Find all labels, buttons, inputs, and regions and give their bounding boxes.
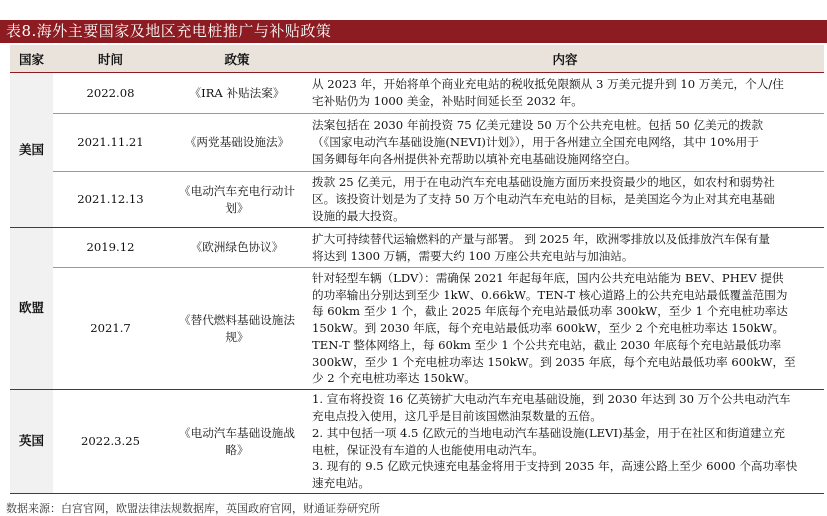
header-country: 国家: [10, 45, 53, 73]
time-cell: 2019.12: [53, 228, 168, 268]
time-cell: 2022.08: [53, 73, 168, 114]
content-line: 区。该投资计划是为了支持 50 万个电动汽车充电站的目标，是美国迄今为止对其充电基础: [312, 192, 775, 207]
table-row: [10, 268, 824, 390]
content-line: 2. 其中包括一项 4.5 亿欧元的当地电动汽车基础设施(LEVI)基金，用于在社区和街道建立充: [312, 425, 785, 440]
content-line: 国务卿每年向各州提供补充帮助以填补充电基础设施网络空白。: [312, 151, 637, 166]
content-line: 速充电站。: [312, 476, 370, 491]
policy-cell: 《电动汽车充电行动计划》: [168, 172, 306, 228]
content-cell: [306, 172, 824, 228]
table-row: [10, 228, 824, 268]
table-header-row: [10, 45, 824, 73]
header-time: 时间: [53, 45, 168, 73]
country-cell-usa: 美国: [10, 73, 53, 228]
policy-cell: 《电动汽车基础设施战略》: [168, 390, 306, 494]
content-cell: [306, 114, 824, 172]
content-line: 300kW，至少 1 个充电桩功率达 150kW。到 2035 年底，每个充电站最低功率 600kW，至: [312, 354, 796, 369]
content-line: 电桩，保证没有车道的人也能使用电动汽车。: [312, 442, 544, 457]
content-line: 将达到 1300 万辆，需要大约 100 万座公共充电站与加油站。: [312, 248, 634, 263]
country-cell-uk: 英国: [10, 390, 53, 494]
content-line: 拨款 25 亿美元，用于在电动汽车充电基础设施方面历来投资最少的地区，如农村和弱势社: [312, 175, 775, 190]
table-title: 表8.海外主要国家及地区充电桩推广与补贴政策: [0, 20, 827, 43]
header-content: 内容: [306, 45, 824, 73]
content-line: （《国家电动汽车基础设施(NEVI)计划》），用于各州建立全国充电网络，其中 10%用于: [312, 135, 759, 150]
time-cell: 2021.11.21: [53, 114, 168, 172]
content-cell: [306, 268, 824, 390]
policy-table: [10, 45, 824, 494]
time-cell: 2022.3.25: [53, 390, 168, 494]
content-line: 针对轻型车辆（LDV）：需确保 2021 年起每年底，国内公共充电站能为 BEV、PHEV 提供: [312, 270, 784, 285]
content-line: 少 2 个充电桩功率达 150kW。: [312, 371, 476, 386]
content-line: 150kW。到 2030 年底，每个充电站最低功率 600kW，至少 2 个充电桩功率达 150kW。: [312, 321, 785, 336]
content-line: 从 2023 年，开始将单个商业充电站的税收抵免限额从 3 万美元提升到 10 万美元，个人/住: [312, 77, 784, 92]
table-row: [10, 390, 824, 494]
policy-cell: 《替代燃料基础设施法规》: [168, 268, 306, 390]
table-row: [10, 172, 824, 228]
content-line: 的功率输出分别达到至少 1kW、0.66kW。TEN-T 核心道路上的公共充电站最低覆盖范围为: [312, 287, 788, 302]
content-cell: [306, 228, 824, 268]
table-row: [10, 114, 824, 172]
content-line: TEN-T 整体网络上，每 60km 至少 1 个公共充电站，截止 2030 年底每个充电站最低功率: [312, 337, 782, 352]
content-line: 1. 宣布将投资 16 亿英镑扩大电动汽车充电基础设施，到 2030 年达到 30 万个公共电动汽车: [312, 392, 791, 407]
data-source-note: 数据来源：白宫官网，欧盟法律法规数据库，英国政府官网，财通证券研究所: [6, 502, 380, 515]
content-line: 宅补贴仍为 1000 美金，补贴时间延长至 2032 年。: [312, 94, 583, 108]
content-line: 每 60km 至少 1 个，截止 2025 年底每个充电站最低功率 300kW，至少 1 个充电桩功率达: [312, 304, 788, 319]
time-cell: 2021.7: [53, 268, 168, 390]
content-cell: [306, 73, 824, 114]
content-cell: [306, 390, 824, 494]
content-line: 扩大可持续替代运输燃料的产量与部署。 到 2025 年，欧洲零排放以及低排放汽车保有量: [312, 231, 770, 246]
content-line: 充电点投入使用，这几乎是目前该国燃油泵数量的五倍。: [312, 408, 602, 423]
policy-cell: 《两党基础设施法》: [168, 114, 306, 172]
header-policy: 政策: [168, 45, 306, 73]
policy-cell: 《欧洲绿色协议》: [168, 228, 306, 268]
policy-cell: 《IRA 补贴法案》: [168, 73, 306, 114]
table-row: [10, 73, 824, 114]
time-cell: 2021.12.13: [53, 172, 168, 228]
content-line: 法案包括在 2030 年前投资 75 亿美元建设 50 万个公共充电桩。包括 50 亿美元的拨款: [312, 118, 764, 133]
content-line: 设施的最大投资。: [312, 208, 405, 223]
country-cell-eu: 欧盟: [10, 228, 53, 390]
content-line: 3. 现有的 9.5 亿欧元快速充电基金将用于支持到 2035 年，高速公路上至少 6000 个高功率快: [312, 459, 798, 474]
